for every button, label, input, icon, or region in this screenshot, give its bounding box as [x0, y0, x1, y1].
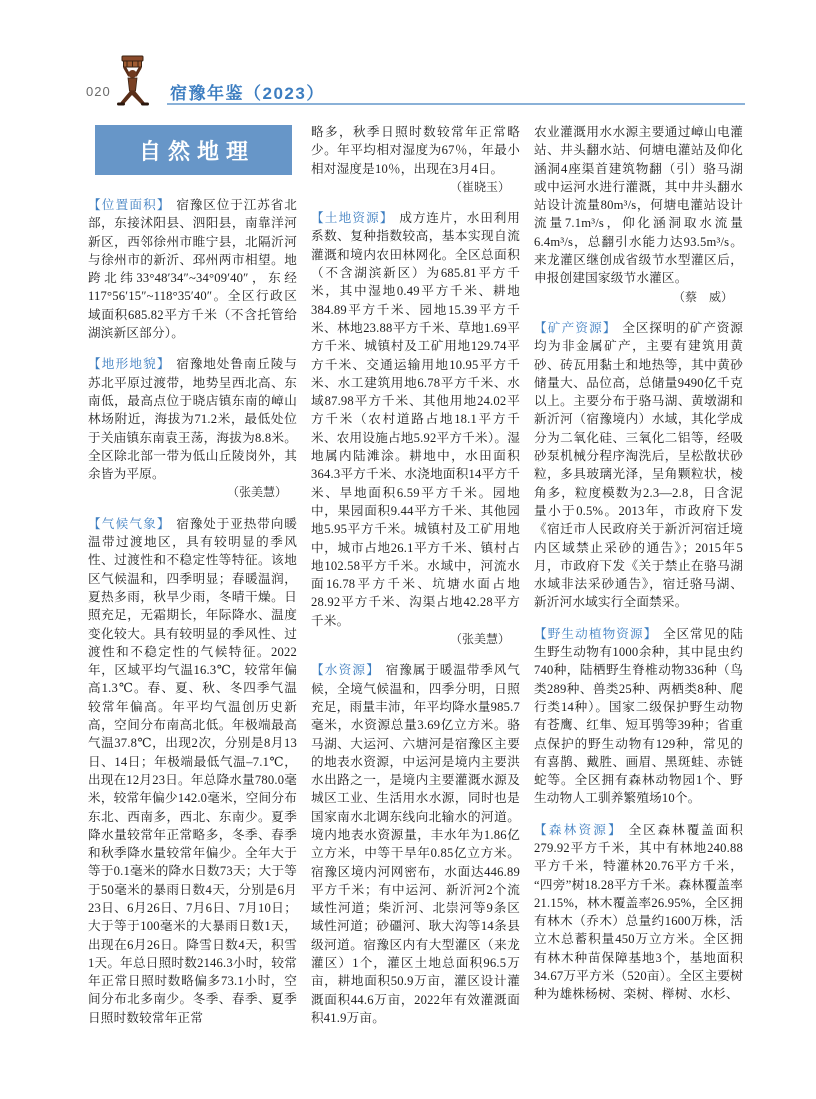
- section-label: 【位置面积】: [88, 198, 171, 212]
- paragraph-text: 农业灌溉用水水源主要通过嶂山电灌站、井头翻水站、何塘电灌站及仰化涵洞4座渠首建筑物翻（引）骆马湖或中运河水进行灌溉，其中井头翻水站设计流量80m³/s，何塘电灌站设计流量7.1m³/s，仰化涵洞取水流量6.4m³/s，总翻引水能力达93.5m³/s。来龙灌区继创成省级节水型灌区后，申报创建国家级节水灌区。: [534, 125, 743, 286]
- section-label: 【气候气象】: [88, 516, 171, 531]
- text-column-2: [311, 123, 520, 1053]
- paragraph-text: 全区常见的陆生野生动物有1000余种，其中昆虫约740种，陆栖野生脊椎动物336种（鸟类289种、兽类25种、两栖类8种、爬行类14种）。国家二级保护野生动物有苍鹰、红隼、短耳鸮等39种；省重点保护的野生动物有129种，常见的有喜鹊、戴胜、画眉、黑斑蛙、赤链蛇等。全区拥有森林动物园1个、野生动物人工驯养繁殖场10个。: [534, 626, 743, 806]
- book-title: 宿豫年鉴（2023）: [170, 84, 325, 103]
- section-paragraph: [534, 319, 743, 612]
- section-label: 【森林资源】: [534, 822, 623, 837]
- author-attribution: （张美慧）: [226, 485, 287, 500]
- section-paragraph: [311, 661, 520, 1027]
- page-number: 020: [86, 84, 111, 99]
- paragraph-text: 成方连片，水田利用系数、复种指数较高，基本实现自流灌溉和境内农田林网化。全区总面积（不含湖滨新区）为685.81平方千米，其中湿地0.49平方千米、耕地384.89平方千米、园地15.39平方千米、林地23.88平方千米、草地1.69平方千米、城镇村及工矿用地129.74平方千米、交通运输用地10.95平方千米、水工建筑用地6.78平方千米、水域87.98平方千米、其他用地24.02平方千米（农村道路占地18.1平方千米、农用设施占地5.92平方千米）。湿地属内陆滩涂。耕地中，水田面积364.3平方千米、水浇地面积14平方千米、旱地面积6.59平方千米。园地中，果园面积9.44平方千米、其他园地5.95平方千米。城镇村及工矿用地中，城市占地26.1平方千米、镇村占地102.58平方千米。水域中，河流水面16.78平方千米、坑塘水面占地28.92平方千米、沟渠占地42.28平方千米。: [311, 211, 520, 628]
- continuation-paragraph: [311, 123, 520, 178]
- paragraph-text: 宿豫处于亚热带向暖温带过渡地区，具有较明显的季风性、过渡性和不稳定性等特征。该地区气候温和，四季明显；春暖温润，夏热多雨，秋旱少雨，冬晴干燥。日照充足，无霜期长，年际降水、温度变化较大。具有较明显的季风性、过渡性和不稳定性的气候特征。2022年，区域平均气温16.3℃，较常年偏高1.3℃。春、夏、秋、冬四季气温较常年偏高。年平均气温创历史新高，空间分布南高北低。年极端最高气温37.8℃，出现2次，分别是8月13日、14日；年极端最低气温–7.1℃，出现在12月23日。年总降水量780.0毫米，较常年偏少142.0毫米，空间分布东北、西南多，西北、东南少。夏季降水量较常年正常略多，冬季、春季和秋季降水量较常年偏少。全年大于等于0.1毫米的降水日数73天；大于等于50毫米的暴雨日数4天，分别是6月23日、6月26日、7月6日、7月10日；大于等于100毫米的大暴雨日数1天，出现在6月26日。降雪日数4天，积雪1天。年总日照时数2146.3小时，较常年正常日照时数略偏多73.1小时，空间分布北多南少。冬季、春季、夏季日照时数较常年正常: [88, 516, 297, 1025]
- section-label: 【矿产资源】: [534, 320, 617, 335]
- strongman-lifting-throne-icon: [110, 55, 156, 107]
- section-paragraph: [88, 355, 297, 483]
- author-attribution: （崔晓玉）: [449, 179, 510, 194]
- section-paragraph: [534, 625, 743, 808]
- content-columns: [88, 123, 742, 1053]
- header-rule: [167, 103, 745, 105]
- section-paragraph: [534, 821, 743, 1004]
- text-column-3: [534, 123, 743, 1053]
- section-paragraph: [311, 209, 520, 630]
- text-column-1: [88, 123, 297, 1053]
- continuation-paragraph: [534, 123, 743, 288]
- yearbook-logo-icon: [110, 55, 156, 107]
- section-paragraph: [88, 196, 297, 342]
- paragraph-text: 宿豫地处鲁南丘陵与苏北平原过渡带，地势呈西北高、东南低，最高点位于晓店镇东南的嶂山林场附近，海拔为71.2米，最低处位于关庙镇东南袁王荡，海拔为8.8米。全区除北部一带为低山丘陵岗外，其余皆为平原。: [88, 357, 297, 482]
- paragraph-text: 略多，秋季日照时数较常年正常略少。年平均相对湿度为67％，年最小相对湿度是10％，出现在3月4日。: [311, 125, 520, 176]
- paragraph-text: 宿豫属于暖温带季风气候，全境气候温和，四季分明，日照充足，雨量丰沛，年平均降水量985.7毫米，水资源总量3.69亿立方米。骆马湖、大运河、六塘河是宿豫区主要的地表水资源，中运河是境内主要洪水出路之一，是境内主要灌溉水源及城区工业、生活用水水源，同时也是国家南水北调东线向北输水的河道。境内地表水资源量，丰水年为1.86亿立方米，中等干旱年0.85亿立方米。宿豫区境内河网密布，水面达446.89平方千米；有中运河、新沂河2个流域性河道；柴沂河、北崇河等9条区域性河道；砂礓河、耿大沟等14条县级河道。宿豫区内有大型灌区（来龙灌区）1个，灌区土地总面积96.5万亩，耕地面积50.9万亩，灌区设计灌溉面积44.6万亩，2022年有效灌溉面积41.9万亩。: [311, 663, 520, 1025]
- chapter-banner: 自然地理: [95, 125, 292, 175]
- author-attribution: （蔡 威）: [672, 289, 733, 304]
- paragraph-text: 全区森林覆盖面积279.92平方千米，其中有林地240.88平方千米，特灌林20.76平方千米，“四旁”树18.28平方千米。森林覆盖率21.15%，林木覆盖率26.95%，全区拥有林木（乔木）总量约1600万株，活立木总蓄积量450万立方米。全区拥有林木种苗保障基地3个，基地面积34.67万平方米（520亩）。全区主要树种为雄株杨树、栾树、榉树、水杉、: [534, 822, 743, 1002]
- section-label: 【野生动植物资源】: [534, 626, 658, 641]
- section-label: 【水资源】: [311, 663, 381, 678]
- section-label: 【土地资源】: [311, 211, 394, 226]
- section-label: 【地形地貌】: [88, 357, 171, 372]
- paragraph-text: 宿豫区位于江苏省北部，东接沭阳县、泗阳县，南靠洋河新区，西邻徐州市睢宁县，北隔沂河与徐州市的新沂、邳州两市相望。地跨北纬33°48′34″~34°09′40″，东经117°56′15″~118°35′40″。全区行政区域面积685.82平方千米（不含托管给湖滨新区部分）。: [88, 198, 297, 341]
- author-attribution: （张美慧）: [449, 632, 510, 647]
- paragraph-text: 全区探明的矿产资源均为非金属矿产，主要有建筑用黄砂、砖瓦用黏土和地热等，其中黄砂储量大、品位高，总储量9490亿千克以上。主要分布于骆马湖、黄墩湖和新沂河（宿豫境内）水域，其化学成分为二氧化硅、三氧化二铝等，经吸砂泵机械分程序淘洗后，呈松散状砂粒，多具玻璃光泽，呈角颗粒状，棱角多，粒度模数为2.3—2.8，日含泥量小于0.5%。2013年，市政府下发《宿迁市人民政府关于新沂河宿迁境内区域禁止采砂的通告》；2015年5月，市政府下发《关于禁止在骆马湖水域非法采砂通告》，宿迁骆马湖、新沂河水域实行全面禁采。: [534, 320, 743, 610]
- section-paragraph: [88, 515, 297, 1027]
